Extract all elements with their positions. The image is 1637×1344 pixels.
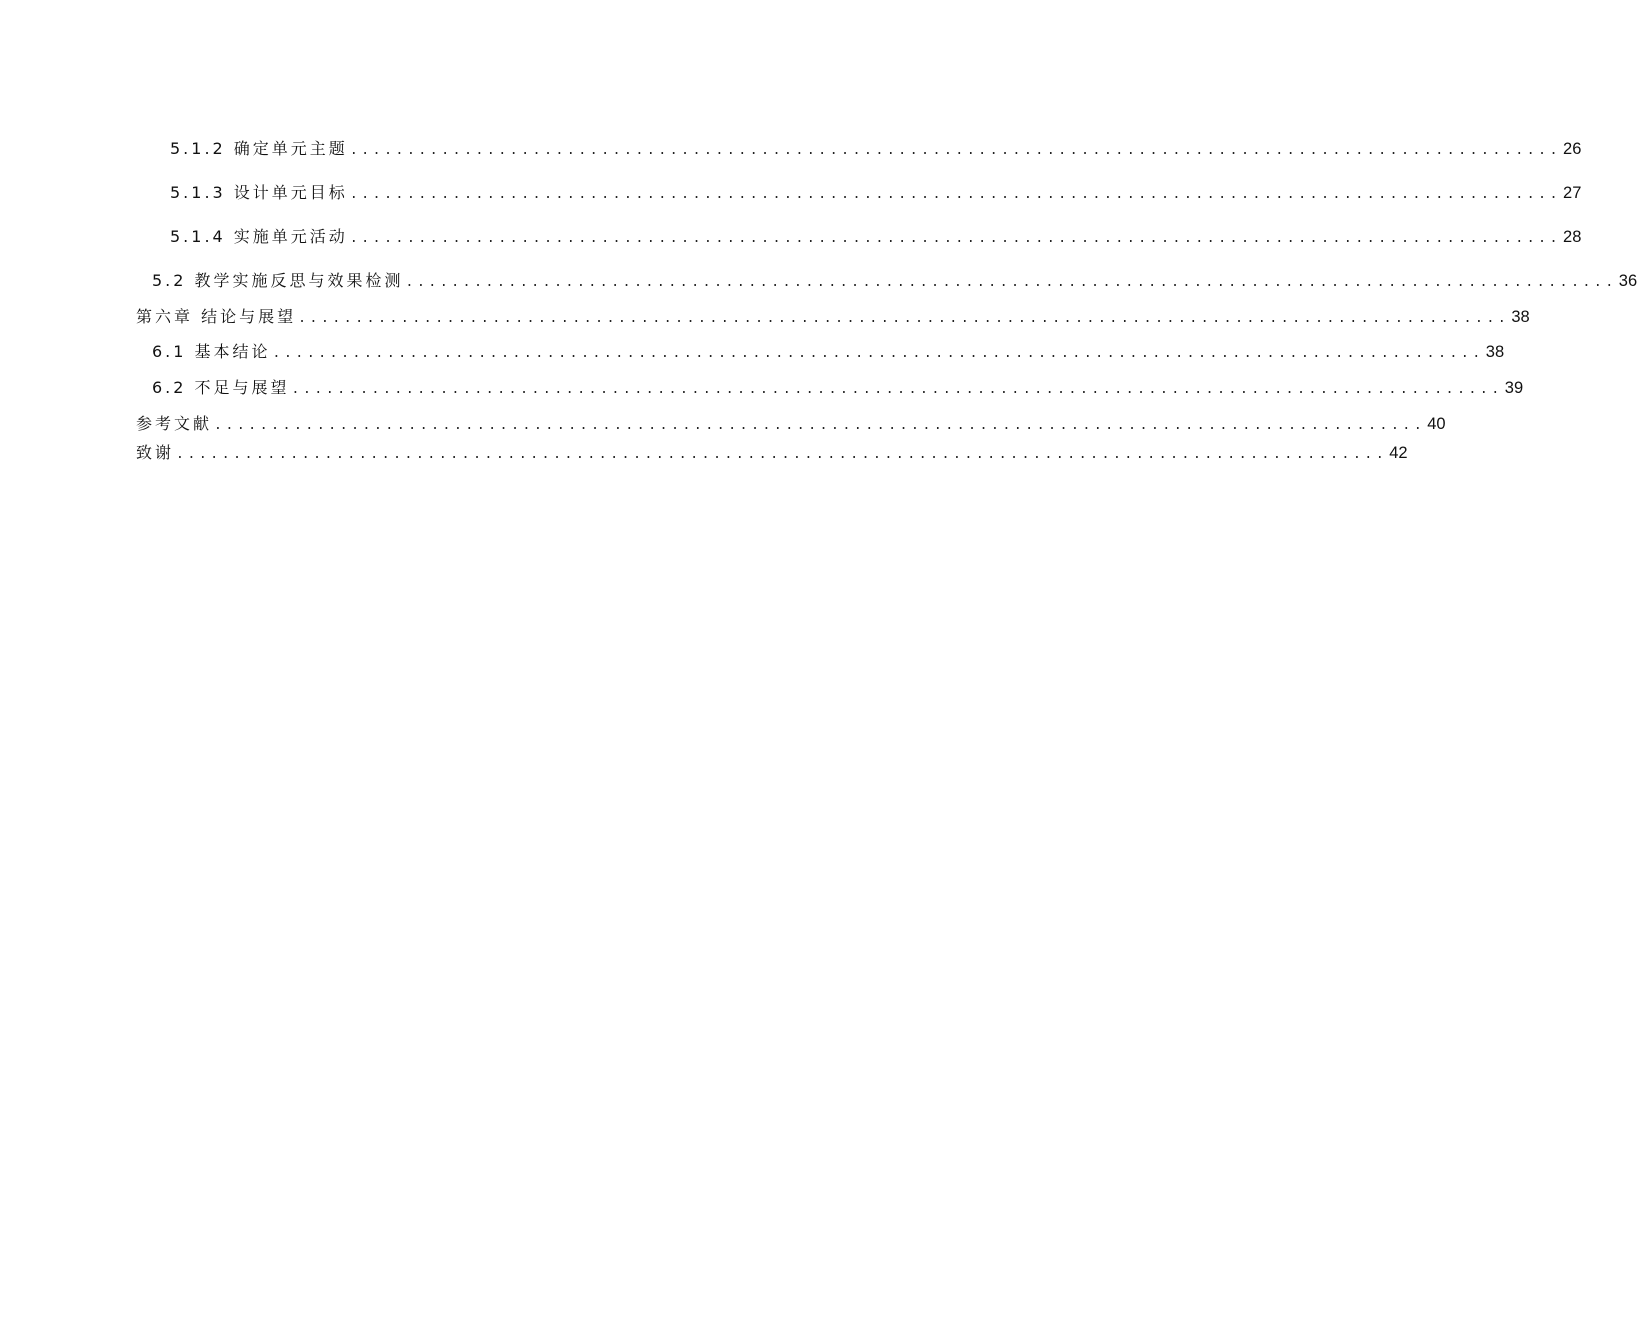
toc-leader-dots: .......................................................................................................... — [214, 418, 1426, 433]
toc-line — [152, 340, 1505, 366]
toc-entry-title: 5.2 教学实施反思与效果检测 — [152, 271, 404, 290]
toc-entry-title: 6.2 不足与展望 — [152, 378, 290, 397]
toc-leader-dots: .......................................................................................................... — [405, 275, 1617, 290]
toc-entry — [0, 412, 1446, 436]
toc-line — [152, 269, 1637, 295]
toc-entry — [0, 305, 1530, 329]
toc-entry-page: 39 — [1504, 379, 1524, 397]
toc-entry-page: 40 — [1427, 415, 1446, 433]
toc-line — [136, 305, 1530, 331]
toc-entry-title: 6.1 基本结论 — [152, 342, 271, 361]
toc-entry-title: 5.1.2 确定单元主题 — [170, 139, 348, 158]
toc-line — [170, 181, 1582, 207]
toc-entry-page: 36 — [1618, 272, 1637, 290]
toc-leader-dots: .......................................................................................................... — [176, 447, 1388, 462]
toc-entry — [0, 181, 1582, 205]
toc-entry-page: 38 — [1511, 308, 1530, 326]
toc-entry — [0, 441, 1408, 465]
toc-leader-dots: .......................................................................................................... — [272, 346, 1484, 361]
toc-entry-title: 参考文献 — [136, 414, 213, 433]
toc-entry-title: 致谢 — [136, 443, 175, 462]
toc-leader-dots: .......................................................................................................... — [298, 311, 1510, 326]
toc-line — [152, 376, 1524, 402]
toc-leader-dots: .......................................................................................................... — [291, 382, 1503, 397]
toc-entry-title: 5.1.3 设计单元目标 — [170, 183, 348, 202]
toc-leader-dots: .......................................................................................................... — [349, 231, 1562, 246]
toc-entry — [0, 269, 1637, 293]
toc-entry — [0, 376, 1524, 400]
toc-entry-page: 26 — [1563, 140, 1582, 158]
toc-entry — [0, 137, 1582, 161]
toc-entry-title: 5.1.4 实施单元活动 — [170, 227, 348, 246]
toc-entry-page: 27 — [1563, 184, 1582, 202]
toc-line — [136, 412, 1446, 438]
toc-leader-dots: .......................................................................................................... — [349, 143, 1562, 158]
toc-leader-dots: .......................................................................................................... — [349, 187, 1562, 202]
toc-entry-title: 第六章 结论与展望 — [136, 307, 297, 326]
toc-entry-page: 28 — [1563, 228, 1582, 246]
toc-line — [170, 137, 1582, 163]
toc-entry-page: 42 — [1389, 444, 1408, 462]
toc-entry-page: 38 — [1485, 343, 1505, 361]
toc-line — [136, 441, 1408, 467]
toc-entry — [0, 340, 1505, 364]
toc-line — [170, 225, 1582, 251]
toc-entry — [0, 225, 1582, 249]
